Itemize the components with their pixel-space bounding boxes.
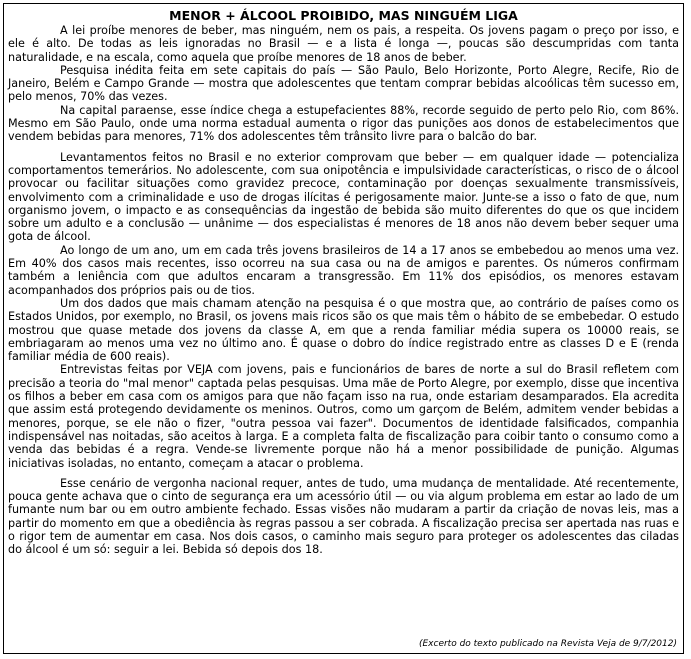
paragraph-8: Esse cenário de vergonha nacional requer, antes de tudo, uma mudança de mentalidade. Até recentemente, pouca gente achava que o cinto de segurança era um acessório útil — ou via algum problema em estar ao lado de um fumante num bar ou em outro ambiente fechado. Essas visões não mudaram a partir da criação de novas leis, mas a partir do momento em que a obediência às regras passou a ser cobrada. A fiscalização precisa ser apertada nas ruas e o rigor tem de aumentar em casa. Nos dois casos, o caminho mais seguro para proteger os adolescentes das ciladas do álcool é um só: seguir a lei. Bebida só depois dos 18. xyxy=(8,476,679,557)
source-citation: (Excerto do texto publicado na Revista Veja de 9/7/2012) xyxy=(418,639,677,649)
article-title: MENOR + ÁLCOOL PROIBIDO, MAS NINGUÉM LIGA xyxy=(169,8,518,23)
article-frame xyxy=(3,3,684,654)
paragraph-7: Entrevistas feitas por VEJA com jovens, pais e funcionários de bares de norte a sul do Brasil refletem com precisão a teoria do "mal menor" captada pelas pesquisas. Uma mãe de Porto Alegre, por exemplo, disse que incentiva os filhos a beber em casa com os amigos para que não façam isso na rua, onde estariam desamparados. Ela acredita que assim está protegendo devidamente os meninos. Outros, como um garçom de Belém, admitem vender bebidas a menores, porque, se ele não o fizer, "outra pessoa vai fazer". Documentos de identidade falsificados, companhia indispensável nas noitadas, são aceitos à larga. E a completa falta de fiscalização para coibir tanto o consumo como a venda das bebidas é a regra. Vende-se livremente porque não há a menor possibilidade de punição. Algumas iniciativas isoladas, no entanto, começam a atacar o problema. xyxy=(8,363,679,470)
paragraph-4: Levantamentos feitos no Brasil e no exterior comprovam que beber — em qualquer idade — potencializa comportamentos temerários. No adolescente, com sua onipotência e impulsividade características, o risco de o álcool provocar ou facilitar situações como gravidez precoce, contaminação por doenças sexualmente transmissíveis, envolvimento com a criminalidade e uso de drogas ilícitas é perigosamente maior. Junte-se a isso o fato de que, num organismo jovem, o impacto e as consequências da ingestão de bebida são muito diferentes do que os que incidem sobre um adulto e a conclusão — unânime — dos especialistas é menores de 18 anos não devem beber sequer uma gota de álcool. xyxy=(8,150,679,244)
paragraph-5: Ao longo de um ano, um em cada três jovens brasileiros de 14 a 17 anos se embebedou ao menos uma vez. Em 40% dos casos mais recentes, isso ocorreu na sua casa ou na de amigos e parentes. Os números confirmam também a leniência com que adultos encaram a transgressão. Em 11% dos episódios, os menores estavam acompanhados dos próprios pais ou de tios. xyxy=(8,243,679,297)
paragraph-3: Na capital paraense, esse índice chega a estupefacientes 88%, recorde seguido de perto pelo Rio, com 86%. Mesmo em São Paulo, onde uma norma estadual aumenta o rigor das punições aos donos de estabelecimentos que vendem bebidas para menores, 71% dos adolescentes têm trânsito livre para o balcão do bar. xyxy=(8,103,679,144)
paragraph-1: A lei proíbe menores de beber, mas ninguém, nem os pais, a respeita. Os jovens pagam o preço por isso, e ele é alto. De todas as leis ignoradas no Brasil — e a lista é longa —, poucas são descumpridas com tanta naturalidade, e na escala, como aquela que proíbe menores de 18 anos de beber. xyxy=(8,24,679,64)
paragraph-6: Um dos dados que mais chamam atenção na pesquisa é o que mostra que, ao contrário de países como os Estados Unidos, por exemplo, no Brasil, os jovens mais ricos são os que mais têm o hábito de se embebedar. O estudo mostrou que quase metade dos jovens da classe A, em que a renda familiar média supera os 10000 reais, se embriagaram ao menos uma vez no último ano. É quase o dobro do índice registrado entre as classes D e E (renda familiar média de 600 reais). xyxy=(8,296,679,364)
paragraph-2: Pesquisa inédita feita em sete capitais do país — São Paulo, Belo Horizonte, Porto Alegre, Recife, Rio de Janeiro, Belém e Campo Grande — mostra que adolescentes que tentam comprar bebidas alcoólicas têm sucesso em, pelo menos, 70% das vezes. xyxy=(8,63,679,104)
